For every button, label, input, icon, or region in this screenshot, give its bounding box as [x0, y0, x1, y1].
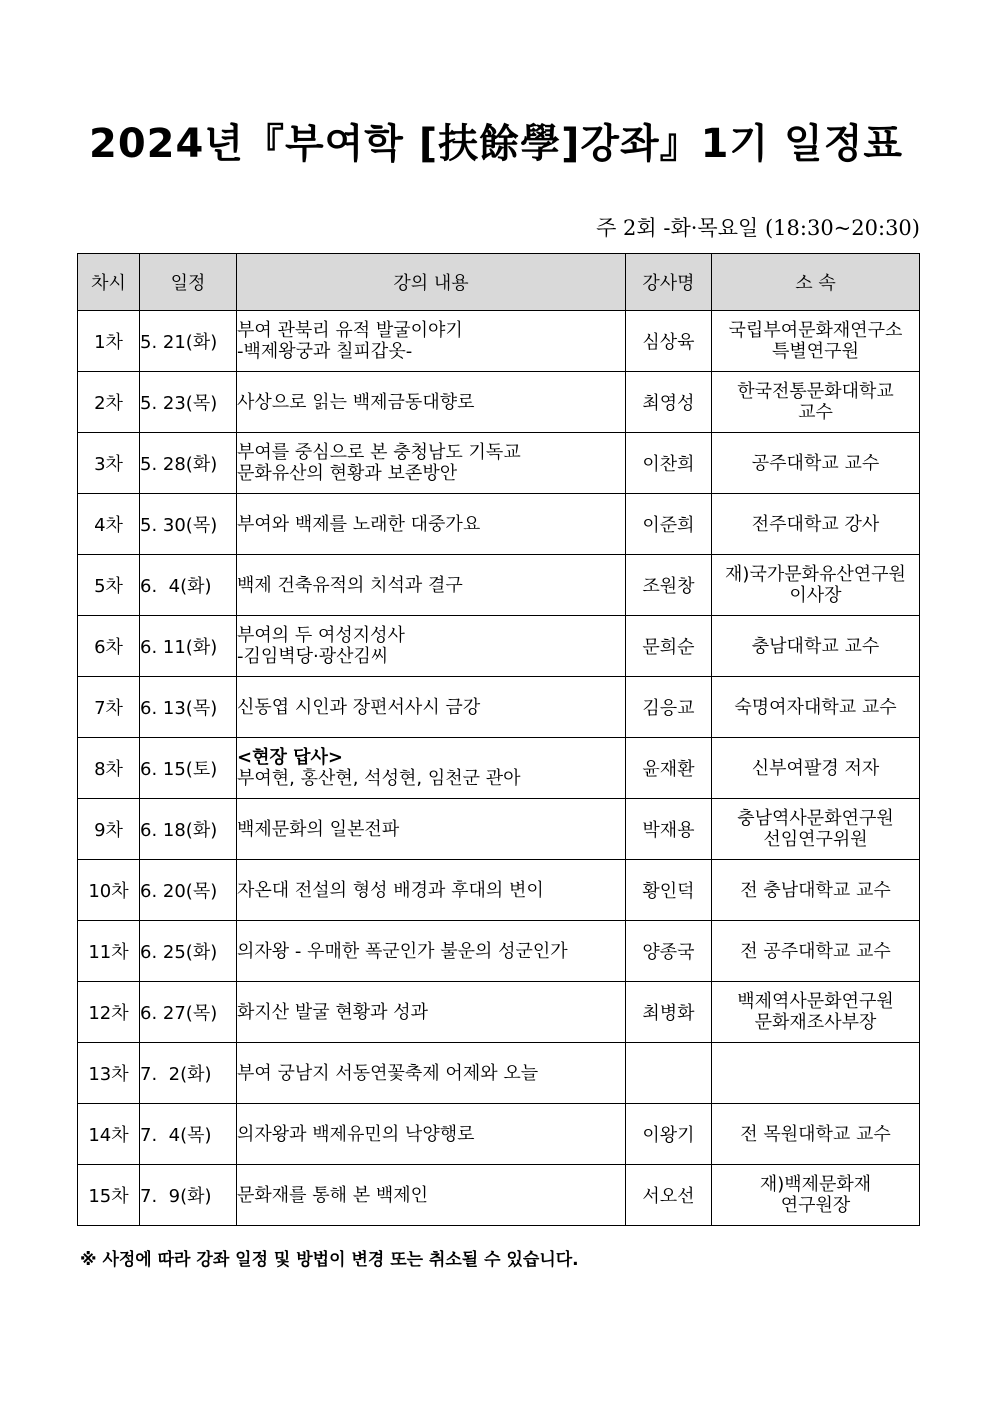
session-number: 5차	[78, 555, 140, 616]
session-number: 12차	[78, 982, 140, 1043]
session-date: 6. 18(화)	[140, 799, 237, 860]
lecturer-affiliation	[712, 1104, 920, 1165]
lecturer-affiliation	[712, 494, 920, 555]
session-date: 6. 25(화)	[140, 921, 237, 982]
session-number: 10차	[78, 860, 140, 921]
topic-line: 화지산 발굴 현황과 성과	[237, 1001, 429, 1023]
session-topic	[237, 1165, 626, 1226]
affiliation-line: 공주대학교 교수	[751, 452, 880, 474]
lecturer-name: 박재용	[626, 799, 712, 860]
session-topic	[237, 799, 626, 860]
table-row	[78, 1165, 920, 1226]
session-date: 6. 27(목)	[140, 982, 237, 1043]
lecturer-affiliation	[712, 372, 920, 433]
affiliation-line: 재)백제문화재	[759, 1174, 872, 1195]
session-date: 6. 13(목)	[140, 677, 237, 738]
lecturer-name	[626, 1043, 712, 1104]
affiliation-line: 전 공주대학교 교수	[740, 940, 891, 962]
table-row	[78, 372, 920, 433]
topic-line: 부여와 백제를 노래한 대중가요	[237, 513, 481, 535]
lecturer-affiliation	[712, 860, 920, 921]
session-date: 7. 2(화)	[140, 1043, 237, 1104]
session-date: 7. 9(화)	[140, 1165, 237, 1226]
table-row	[78, 616, 920, 677]
session-topic	[237, 677, 626, 738]
lecturer-affiliation	[712, 1043, 920, 1104]
lecturer-name: 황인덕	[626, 860, 712, 921]
session-date: 6. 15(토)	[140, 738, 237, 799]
lecturer-name: 서오선	[626, 1165, 712, 1226]
session-number: 11차	[78, 921, 140, 982]
session-number: 6차	[78, 616, 140, 677]
session-number: 14차	[78, 1104, 140, 1165]
header-session: 차시	[78, 254, 140, 311]
table-row	[78, 982, 920, 1043]
affiliation-line: 이사장	[789, 585, 842, 606]
affiliation-line: 교수	[798, 402, 833, 423]
topic-line: -백제왕궁과 칠피갑옷-	[237, 341, 413, 362]
session-number: 3차	[78, 433, 140, 494]
affiliation-line: 신부여팔경 저자	[751, 757, 880, 779]
table-row	[78, 494, 920, 555]
table-row	[78, 799, 920, 860]
table-row	[78, 921, 920, 982]
affiliation-line: 전주대학교 강사	[751, 513, 880, 535]
lecturer-name: 이준희	[626, 494, 712, 555]
session-number: 2차	[78, 372, 140, 433]
topic-line: 백제문화의 일본전파	[237, 818, 400, 840]
lecturer-name: 윤재환	[626, 738, 712, 799]
session-number: 1차	[78, 311, 140, 372]
topic-line: 부여를 중심으로 본 충청남도 기독교	[237, 442, 521, 463]
session-topic	[237, 860, 626, 921]
session-topic	[237, 433, 626, 494]
lecturer-affiliation	[712, 311, 920, 372]
table-row	[78, 677, 920, 738]
lecturer-name: 심상육	[626, 311, 712, 372]
lecturer-affiliation	[712, 677, 920, 738]
lecturer-affiliation	[712, 738, 920, 799]
header-date: 일정	[140, 254, 237, 311]
session-topic	[237, 494, 626, 555]
lecturer-affiliation	[712, 799, 920, 860]
topic-line: 자온대 전설의 형성 배경과 후대의 변이	[237, 879, 544, 901]
lecturer-name: 이왕기	[626, 1104, 712, 1165]
session-number: 7차	[78, 677, 140, 738]
topic-line: 문화유산의 현황과 보존방안	[237, 463, 458, 484]
lecturer-name: 최영성	[626, 372, 712, 433]
page-title: 2024년『부여학 [扶餘學]강좌』1기 일정표	[89, 121, 903, 167]
affiliation-line: 국립부여문화재연구소	[728, 320, 903, 341]
lecturer-name: 조원창	[626, 555, 712, 616]
session-number: 8차	[78, 738, 140, 799]
session-number: 9차	[78, 799, 140, 860]
lecturer-affiliation	[712, 616, 920, 677]
lecturer-affiliation	[712, 555, 920, 616]
topic-line: 의자왕과 백제유민의 낙양행로	[237, 1123, 475, 1145]
footnote: ※ 사정에 따라 강좌 일정 및 방법이 변경 또는 취소될 수 있습니다.	[80, 1250, 579, 1270]
session-topic	[237, 738, 626, 799]
session-topic	[237, 616, 626, 677]
header-lecturer: 강사명	[626, 254, 712, 311]
topic-line: -김임벽당·광산김씨	[237, 646, 389, 667]
session-number: 4차	[78, 494, 140, 555]
lecturer-name: 양종국	[626, 921, 712, 982]
affiliation-line: 전 충남대학교 교수	[740, 879, 891, 901]
session-topic	[237, 555, 626, 616]
lecturer-name: 최병화	[626, 982, 712, 1043]
lecturer-name: 문희순	[626, 616, 712, 677]
affiliation-line: 충남역사문화연구원	[737, 808, 894, 829]
session-topic	[237, 921, 626, 982]
session-number: 15차	[78, 1165, 140, 1226]
affiliation-line: 충남대학교 교수	[751, 635, 880, 657]
session-date: 6. 11(화)	[140, 616, 237, 677]
session-date: 5. 23(목)	[140, 372, 237, 433]
topic-line: 문화재를 통해 본 백제인	[237, 1184, 429, 1206]
table-row	[78, 738, 920, 799]
session-topic	[237, 1043, 626, 1104]
table-row	[78, 1043, 920, 1104]
topic-heading: <현장 답사>	[237, 747, 343, 768]
table-body	[78, 311, 920, 1226]
affiliation-line: 문화재조사부장	[754, 1012, 877, 1033]
topic-line: 부여현, 홍산현, 석성현, 임천군 관아	[237, 768, 521, 789]
affiliation-line: 전 목원대학교 교수	[740, 1123, 891, 1145]
lecturer-affiliation	[712, 433, 920, 494]
topic-line: 의자왕 - 우매한 폭군인가 불운의 성군인가	[237, 940, 568, 962]
header-topic: 강의 내용	[237, 254, 626, 311]
table-row	[78, 1104, 920, 1165]
session-topic	[237, 311, 626, 372]
session-topic	[237, 1104, 626, 1165]
session-date: 5. 28(화)	[140, 433, 237, 494]
session-topic	[237, 982, 626, 1043]
session-date: 7. 4(목)	[140, 1104, 237, 1165]
affiliation-line: 백제역사문화연구원	[737, 991, 894, 1012]
table-row	[78, 860, 920, 921]
table-row	[78, 433, 920, 494]
topic-line: 사상으로 읽는 백제금동대향로	[237, 391, 475, 413]
affiliation-line: 한국전통문화대학교	[737, 381, 894, 402]
topic-line: 신동엽 시인과 장편서사시 금강	[237, 696, 481, 718]
topic-line: 백제 건축유적의 치석과 결구	[237, 574, 463, 596]
affiliation-line: 특별연구원	[772, 341, 859, 362]
topic-line: 부여 관북리 유적 발굴이야기	[237, 320, 463, 341]
session-number: 13차	[78, 1043, 140, 1104]
table-row	[78, 555, 920, 616]
schedule-table	[77, 253, 920, 1226]
affiliation-line: 재)국가문화유산연구원	[725, 564, 906, 585]
session-date: 6. 20(목)	[140, 860, 237, 921]
affiliation-line: 연구원장	[780, 1195, 851, 1216]
session-date: 5. 30(목)	[140, 494, 237, 555]
session-date: 5. 21(화)	[140, 311, 237, 372]
affiliation-line: 숙명여자대학교 교수	[734, 696, 897, 718]
lecturer-affiliation	[712, 982, 920, 1043]
header-affiliation: 소 속	[712, 254, 920, 311]
lecturer-affiliation	[712, 921, 920, 982]
schedule-subtitle: 주 2회 -화·목요일 (18:30~20:30)	[596, 216, 920, 240]
lecturer-name: 이찬희	[626, 433, 712, 494]
topic-line: 부여 궁남지 서동연꽃축제 어제와 오늘	[237, 1062, 539, 1084]
topic-line: 부여의 두 여성지성사	[237, 625, 405, 646]
table-row	[78, 311, 920, 372]
session-date: 6. 4(화)	[140, 555, 237, 616]
lecturer-name: 김응교	[626, 677, 712, 738]
affiliation-line: 선임연구위원	[763, 829, 868, 850]
lecturer-affiliation	[712, 1165, 920, 1226]
table-header-row	[78, 254, 920, 311]
session-topic	[237, 372, 626, 433]
